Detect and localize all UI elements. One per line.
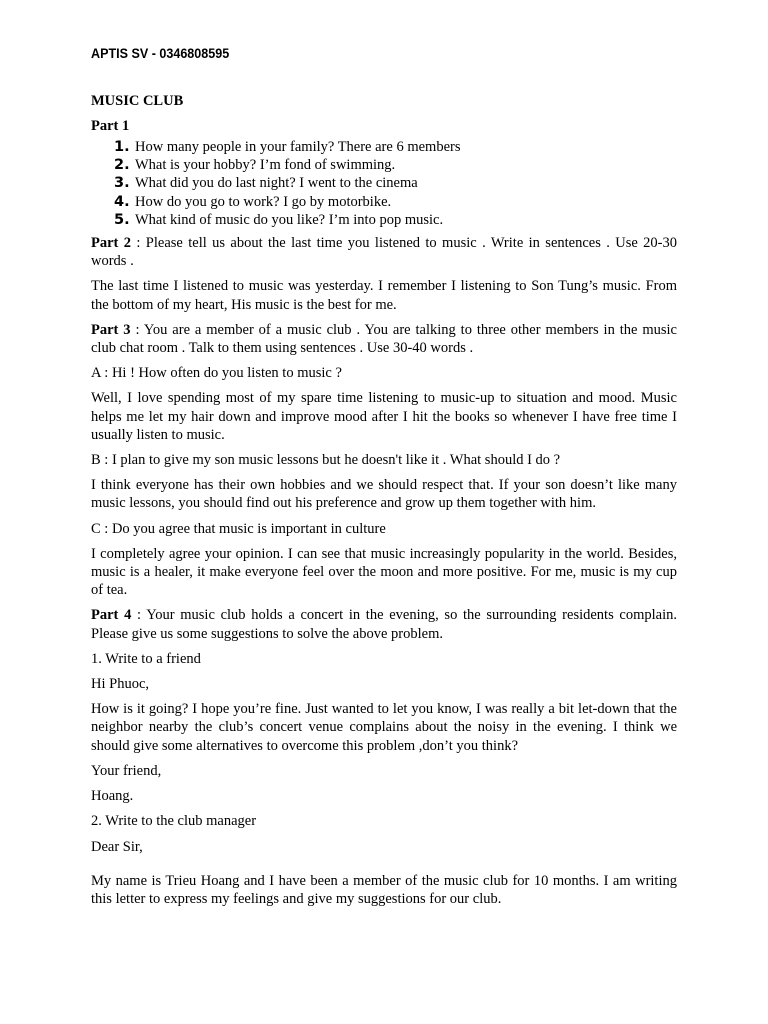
part4-label: Part 4	[91, 607, 132, 624]
part3-prompt	[91, 321, 677, 357]
letter1-signature: Hoang.	[91, 788, 134, 805]
letter2-body: My name is Trieu Hoang and I have been a member of the music club for 10 months. I am writing this letter to express my feelings and give my suggestions for our club.	[91, 872, 677, 907]
part2-prompt	[91, 234, 677, 270]
part3-answer-b: I think everyone has their own hobbies and we should respect that. If your son doesn’t like many music lessons, you should find out his preference and grow up them together with him.	[91, 477, 677, 512]
part4-prompt	[91, 606, 677, 642]
list-item	[114, 156, 677, 174]
part3-label: Part 3	[91, 321, 131, 338]
part3-prompt-text: : You are a member of a music club . You are talking to three other members in the music club chat room . Talk to them using sentences . Use 30-40 words .	[91, 321, 677, 357]
part4-task2: 2. Write to the club manager	[91, 813, 257, 830]
list-item	[114, 174, 677, 192]
list-item-text: How do you go to work? I go by motorbike.	[135, 193, 392, 210]
letter1-body: How is it going? I hope you’re fine. Just wanted to let you know, I was really a bit let-down that the neighbor nearby the club’s concert venue complains about the noisy in the evening. I think we should give some alternatives to overcome this problem ,don’t you think?	[91, 701, 677, 754]
part3-question-c: C : Do you agree that music is important in culture	[91, 520, 386, 537]
letter1-closing: Your friend,	[91, 762, 162, 779]
list-item-text: What did you do last night? I went to the cinema	[135, 175, 418, 192]
part3-question-b: B : I plan to give my son music lessons but he doesn't like it . What should I do ?	[91, 452, 561, 469]
letter2-greeting: Dear Sir,	[91, 838, 143, 855]
part1-heading: Part 1	[91, 118, 130, 134]
list-number: 4.	[114, 193, 130, 210]
part3-answer-c: I completely agree your opinion. I can see that music increasingly popularity in the world. Besides, music is a healer, it make everyone feel over the moon and more positive. For me, music is my cup of tea.	[91, 545, 677, 599]
part3-question-a: A : Hi ! How often do you listen to music ?	[91, 365, 342, 382]
part3-answer-a: Well, I love spending most of my spare time listening to music-up to situation and mood. Music helps me let my hair down and improve mood after I hit the books so whenever I have free time I usually listen to music.	[91, 390, 677, 443]
list-number: 3.	[114, 175, 130, 192]
list-item	[114, 138, 677, 156]
list-number: 1.	[114, 139, 130, 155]
letter1-greeting: Hi Phuoc,	[91, 676, 149, 693]
part4-prompt-text: : Your music club holds a concert in the evening, so the surrounding residents complain. Please give us some suggestions to solve the above problem.	[91, 607, 678, 642]
part2-answer: The last time I listened to music was yesterday. I remember I listening to Son Tung’s music. From the bottom of my heart, His music is the best for me.	[91, 278, 677, 313]
list-number: 5.	[114, 211, 130, 228]
list-item-text: What is your hobby? I’m fond of swimming.	[135, 157, 396, 174]
list-number: 2.	[114, 157, 130, 174]
list-item-text: How many people in your family? There are 6 members	[135, 139, 461, 155]
list-item	[114, 211, 677, 229]
part1-question-list	[91, 138, 677, 229]
list-item-text: What kind of music do you like? I’m into pop music.	[135, 211, 444, 228]
part2-label: Part 2	[91, 235, 132, 252]
part4-task1: 1. Write to a friend	[91, 650, 201, 667]
list-item	[114, 193, 677, 211]
part2-prompt-text: : Please tell us about the last time you listened to music . Write in sentences . Use 20-30 words .	[91, 235, 678, 270]
page-header: APTIS SV - 0346808595	[91, 46, 230, 61]
document-title: MUSIC CLUB	[91, 93, 184, 109]
